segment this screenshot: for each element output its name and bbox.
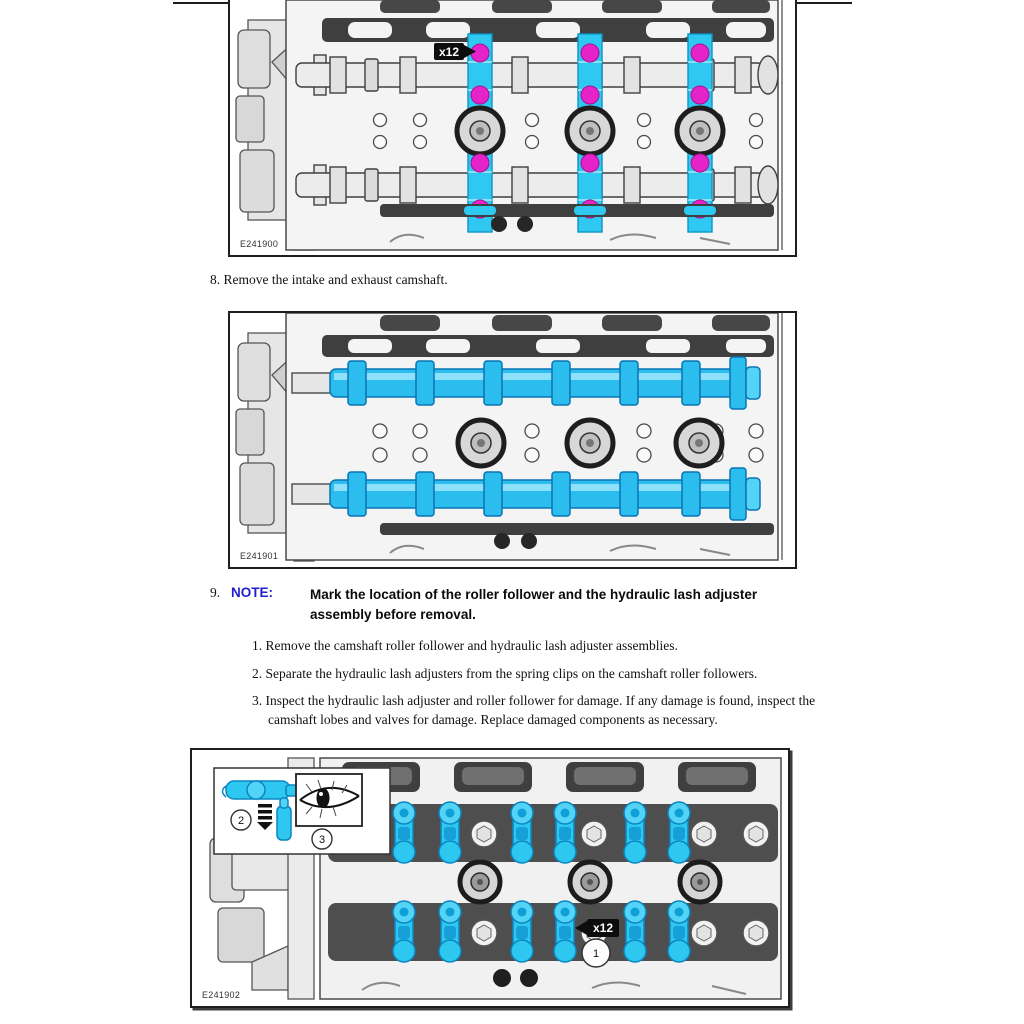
substep-2 bbox=[252, 665, 838, 684]
figure-camshaft-cap-bolts bbox=[228, 0, 797, 257]
figure-code: E241901 bbox=[240, 551, 279, 561]
legend-inset bbox=[214, 768, 390, 854]
engine-head-illustration-3 bbox=[192, 750, 784, 1002]
inspect-eye-icon bbox=[296, 774, 362, 826]
head-ledge bbox=[322, 335, 774, 357]
substep-list bbox=[252, 637, 838, 738]
substep-1-text: Remove the camshaft roller follower and hydraulic lash adjuster assemblies. bbox=[265, 638, 678, 653]
callout-3-number: 3 bbox=[318, 834, 326, 846]
engine-head-illustration-1 bbox=[230, 0, 795, 253]
substep-3-number: 3. bbox=[252, 693, 263, 708]
substep-3 bbox=[252, 692, 838, 729]
step-8-text: Remove the intake and exhaust camshaft. bbox=[223, 272, 448, 287]
figure-roller-followers bbox=[190, 748, 790, 1008]
bolt-count-label: x12 bbox=[438, 45, 460, 59]
note-text: Mark the location of the roller follower and the hydraulic lash adjuster assembly before removal. bbox=[310, 587, 758, 622]
callout-2-number: 2 bbox=[237, 815, 245, 827]
figure-code: E241902 bbox=[202, 990, 241, 1000]
step-9-number: 9. bbox=[210, 585, 221, 600]
note-label: NOTE: bbox=[231, 585, 273, 600]
substep-2-number: 2. bbox=[252, 665, 263, 681]
follower-count-label: x12 bbox=[592, 921, 614, 935]
spark-plug-wells bbox=[457, 108, 723, 154]
step-8-number: 8. bbox=[210, 272, 221, 287]
roller-follower-icon bbox=[223, 781, 299, 799]
figure-code: E241900 bbox=[240, 239, 279, 249]
substep-1 bbox=[252, 637, 838, 656]
substep-1-number: 1. bbox=[252, 638, 263, 653]
substep-3-text: Inspect the hydraulic lash adjuster and roller follower for damage. If any damage is found, inspect the camshaft lobes and valves for damage. Replace damaged components as necessary. bbox=[265, 693, 816, 727]
figure-camshafts-highlighted bbox=[228, 311, 797, 569]
step-8 bbox=[210, 271, 448, 289]
callout-1 bbox=[582, 939, 610, 967]
substep-2-text: Separate the hydraulic lash adjusters from the spring clips on the camshaft roller followers. bbox=[265, 665, 758, 681]
engine-head-illustration-2 bbox=[230, 313, 791, 563]
spark-plug-wells bbox=[458, 420, 722, 466]
callout-1-number: 1 bbox=[592, 948, 600, 960]
